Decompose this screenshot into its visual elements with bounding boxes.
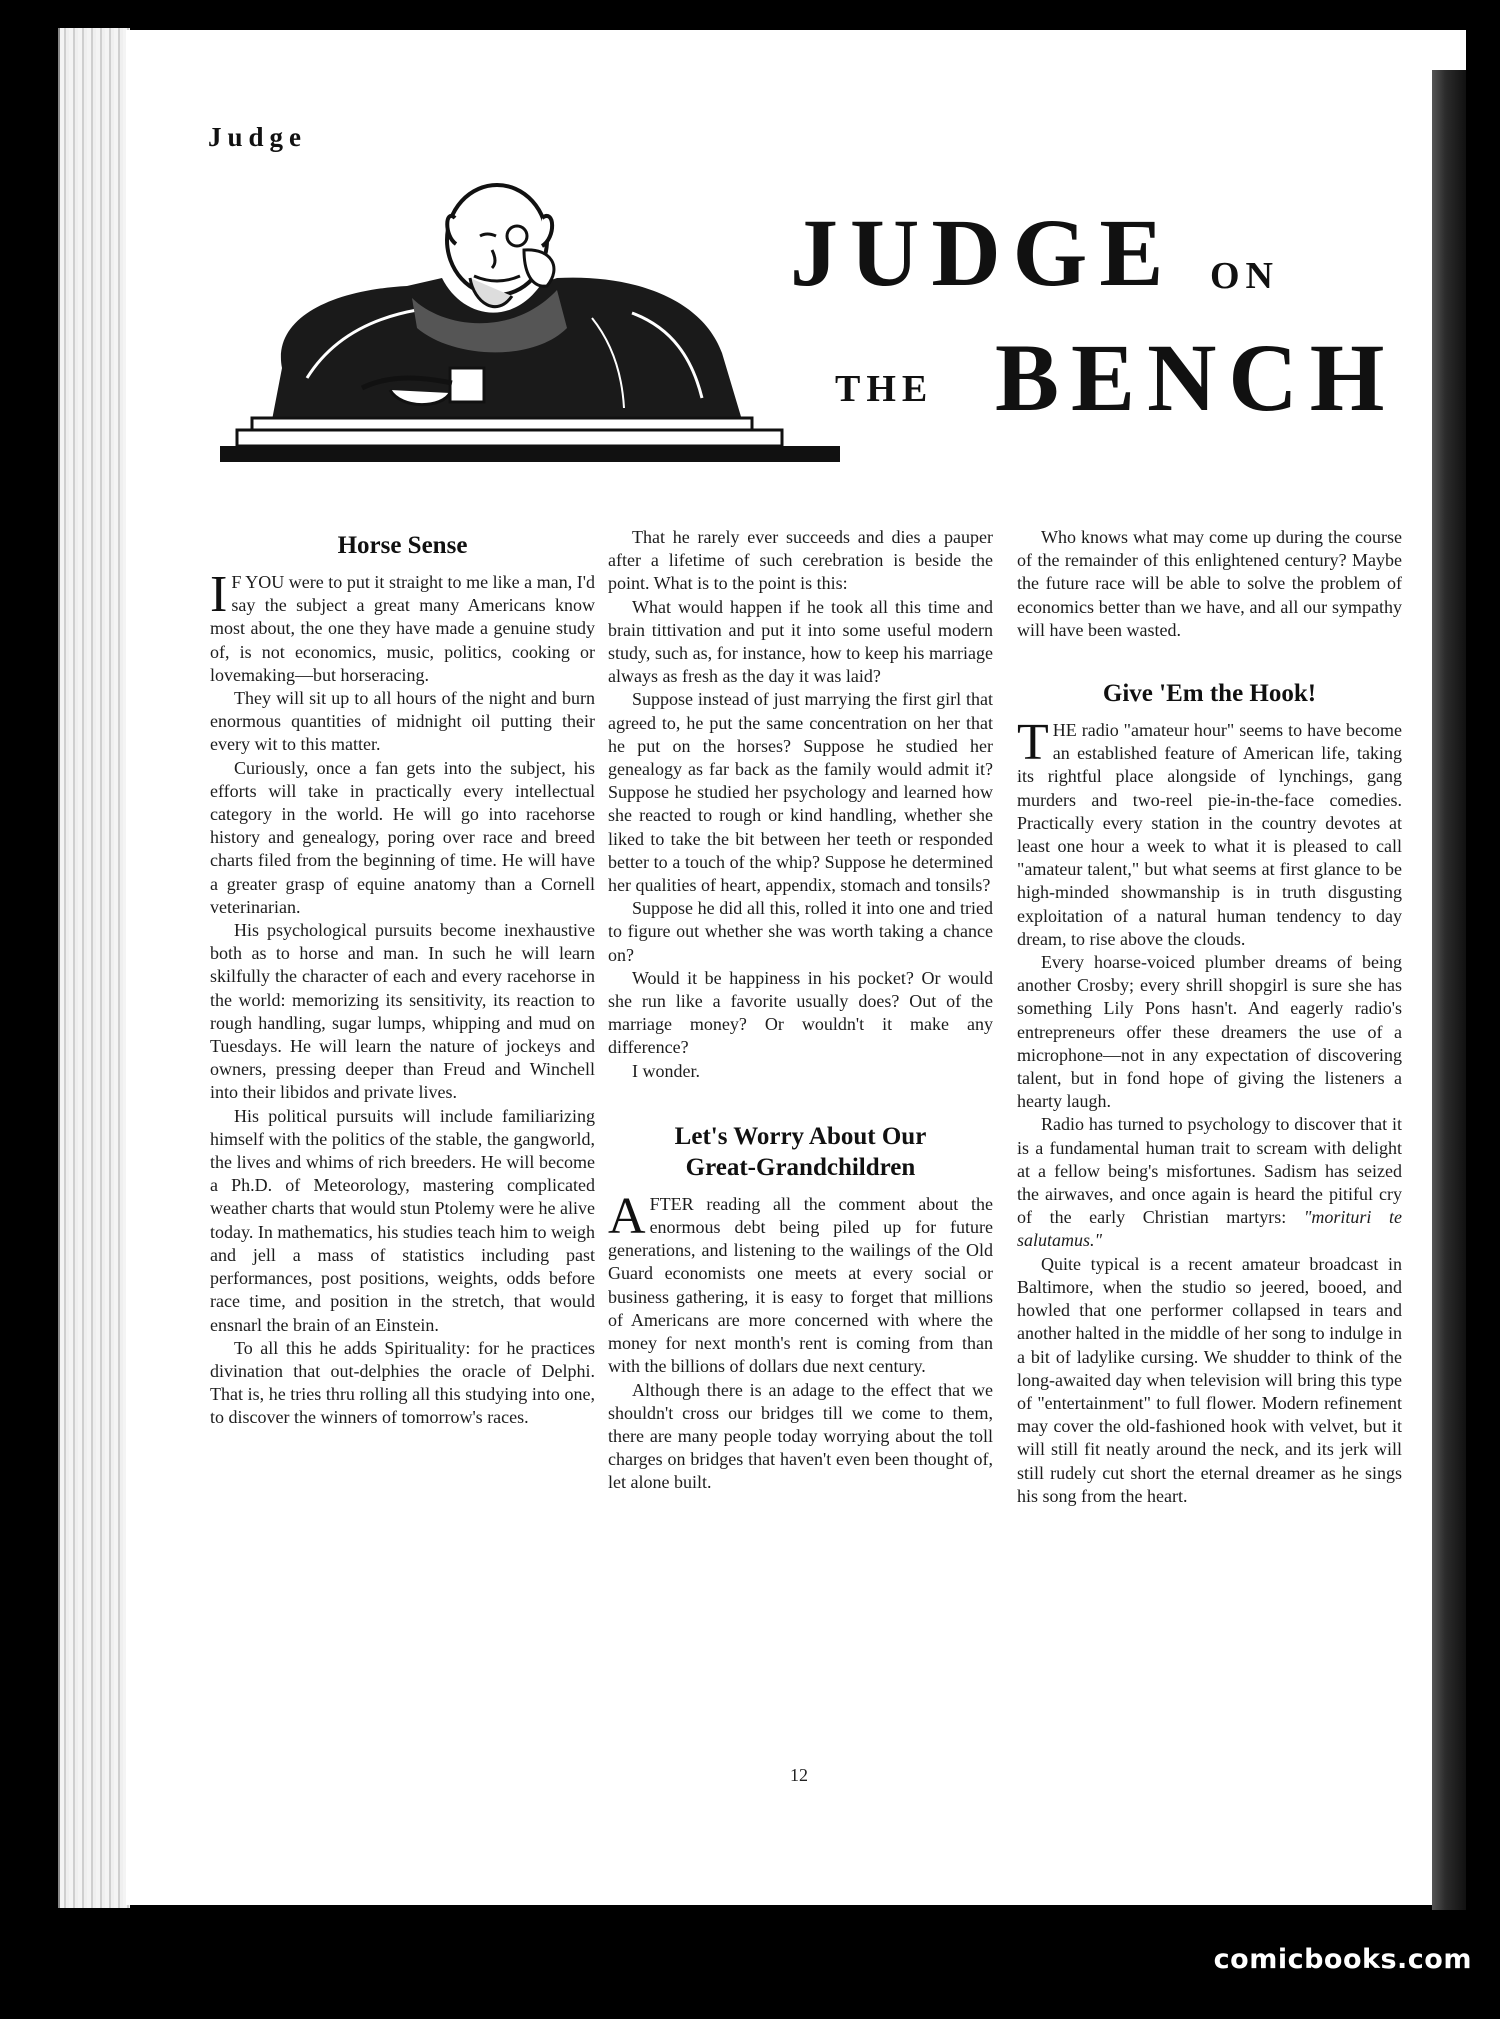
paragraph: THE radio "amateur hour" seems to have become an established feature of American life, taking its rightful place alongside of lynchings, gang murders and two-reel pie-in-the-face comedies. Practically every station in the country devotes at least one hour a week to what it is pleased to call "amateur talent," but what seems at first glance to be high-minded showmanship is in truth disgusting exploitation of a natural human tendency to day dream, to rise above the clouds. [1017, 714, 1402, 949]
judge-cartoon-illustration [212, 178, 848, 474]
paragraph: Suppose he did all this, rolled it into one and tried to figure out whether she was worth taking a chance on? [608, 898, 993, 965]
page-number: 12 [790, 1765, 808, 1785]
paragraph: Would it be happiness in his pocket? Or would she run like a favorite usually does? Out of the marriage money? Or wouldn't it make any difference? [608, 967, 993, 1058]
binding-shadow [1432, 70, 1466, 1910]
heading-worry-about-great-grandchildren: Let's Worry About Our Great-Grandchildren [674, 1122, 927, 1181]
paragraph: That he rarely ever succeeds and dies a pauper after a lifetime of such cerebration is beside the point. What is to the point is this: [608, 527, 993, 594]
paragraph: AFTER reading all the comment about the enormous debt being piled up for future generations, and listening to the wailings of the Old Guard economists one meets at every social or business gathering, it is easy to forget that millions of Americans are more concerned with where the money for next month's rent is coming from than with the billions of dollars due next century. [608, 1187, 993, 1377]
watermark: comicbooks.com [1213, 1944, 1472, 1975]
paragraph: Suppose instead of just marrying the first girl that agreed to, he put the same concentration on her that he put on the horses? Suppose he studied her genealogy as far back as the family would admit it? Suppose he studied her psychology and learned how she reacted to rough or kind handling, whether she liked to take the bit between her teeth or responded better to a touch of the whip? Suppose he determined her qualities of heart, appendix, stomach and tonsils? [608, 689, 993, 896]
paragraph: His psychological pursuits become inexhaustive both as to horse and man. In such he will learn skilfully the character of each and every racehorse in the world: memorizing its sensitivity, its reaction to rough handling, sugar lumps, whipping and mud on Tuesdays. He will learn the nature of jockeys and owners, pressing deeper than Freud and Winchell into their libidos and private lives. [210, 920, 595, 1103]
column-2 [608, 526, 993, 1495]
paragraph: They will sit up to all hours of the night and burn enormous quantities of midnight oil putting their every wit to this matter. [210, 688, 595, 755]
heading-horse-sense: Horse Sense [337, 532, 468, 559]
paragraph: What would happen if he took all this time and brain tittivation and put it into some useful modern study, such as, for instance, how to keep his marriage always as fresh as the day it was laid? [608, 596, 993, 687]
paragraph: I wonder. [632, 1060, 700, 1081]
paragraph: Curiously, once a fan gets into the subject, his efforts will take in practically every intellectual category in the world. He will go into racehorse history and genealogy, poring over race and breed charts filed from the beginning of time. He will have a greater grasp of equine anatomy than a Cornell veterinarian. [210, 757, 595, 917]
drop-cap: A [608, 1187, 646, 1245]
drop-cap: I [210, 566, 228, 623]
column-1 [210, 530, 595, 1430]
paragraph: I F YOU were to put it straight to me like a man, I'd say the subject a great many Americans know most about, the one they have made a genuine study of, is not economics, music, politics, cooking or lovemaking—but horseracing. [210, 566, 595, 685]
latin-quote: "morituri te salutamus." [1017, 1207, 1403, 1251]
masthead-on: ON [1210, 255, 1279, 297]
paragraph: Although there is an adage to the effect that we shouldn't cross our bridges till we come to them, there are many people today worrying about the toll charges on bridges that haven't even been thought of, let alone built. [608, 1379, 993, 1493]
paragraph: Who knows what may come up during the course of the remainder of this enlightened century? Maybe the future race will be able to solve the problem of economics better than we have, and all our sympathy will have been wasted. [1017, 527, 1402, 640]
heading-give-em-the-hook: Give 'Em the Hook! [1102, 680, 1317, 708]
masthead-judge: JUDGE [790, 199, 1176, 306]
drop-cap: T [1017, 714, 1049, 772]
paragraph: Quite typical is a recent amateur broadcast in Baltimore, when the studio so jeered, booed, and howled that one performer collapsed in tears and another halted in the middle of her song to indulge in a bit of ladylike cursing. We shudder to think of the long-awaited day when television will bring this type of "entertainment" to full flower. Modern refinement may cover the old-fashioned hook with velvet, but it will still fit neatly around the neck, and its jerk will still rudely cut short the eternal dreamer as he sings his song from the heart. [1017, 1253, 1402, 1506]
column-3 [1017, 526, 1402, 1508]
paragraph: Every hoarse-voiced plumber dreams of being another Crosby; every shrill shopgirl is sure she has something Lily Pons hasn't. And eagerly radio's entrepreneurs offer these dreamers the use of a microphone—not in any expectation of discovering talent, but in fond hope of giving the listeners a hearty laugh. [1017, 952, 1402, 1112]
paragraph: Radio has turned to psychology to discover that it is a fundamental human trait to scream with delight at a fellow being's misfortunes. Sadism has seized the airwaves, and once again is heard the pitiful cry of the early Christian martyrs: "morituri te salutamus." [1017, 1114, 1403, 1251]
masthead-the: THE [835, 368, 934, 410]
running-head: Judge [208, 122, 308, 152]
paragraph: To all this he adds Spirituality: for he practices divination that out-delphies the oracle of Delphi. That is, he tries thru rolling all this studying into one, to discover the winners of tomorrow's races. [210, 1337, 595, 1428]
book-page-edges [58, 28, 130, 1908]
paragraph: His political pursuits will include familiarizing himself with the politics of the stable, the gangworld, the lives and whims of rich breeders. He will become a Ph.D. of Meteorology, mastering complicated weather charts that would stun Ptolemy were he alive today. In mathematics, his studies teach him to weigh and jell a mass of statistics including past performances, post positions, weights, odds before race time, and position in the stretch, that would ensnarl the brain of an Einstein. [210, 1105, 595, 1335]
masthead-bench: BENCH [995, 324, 1397, 431]
